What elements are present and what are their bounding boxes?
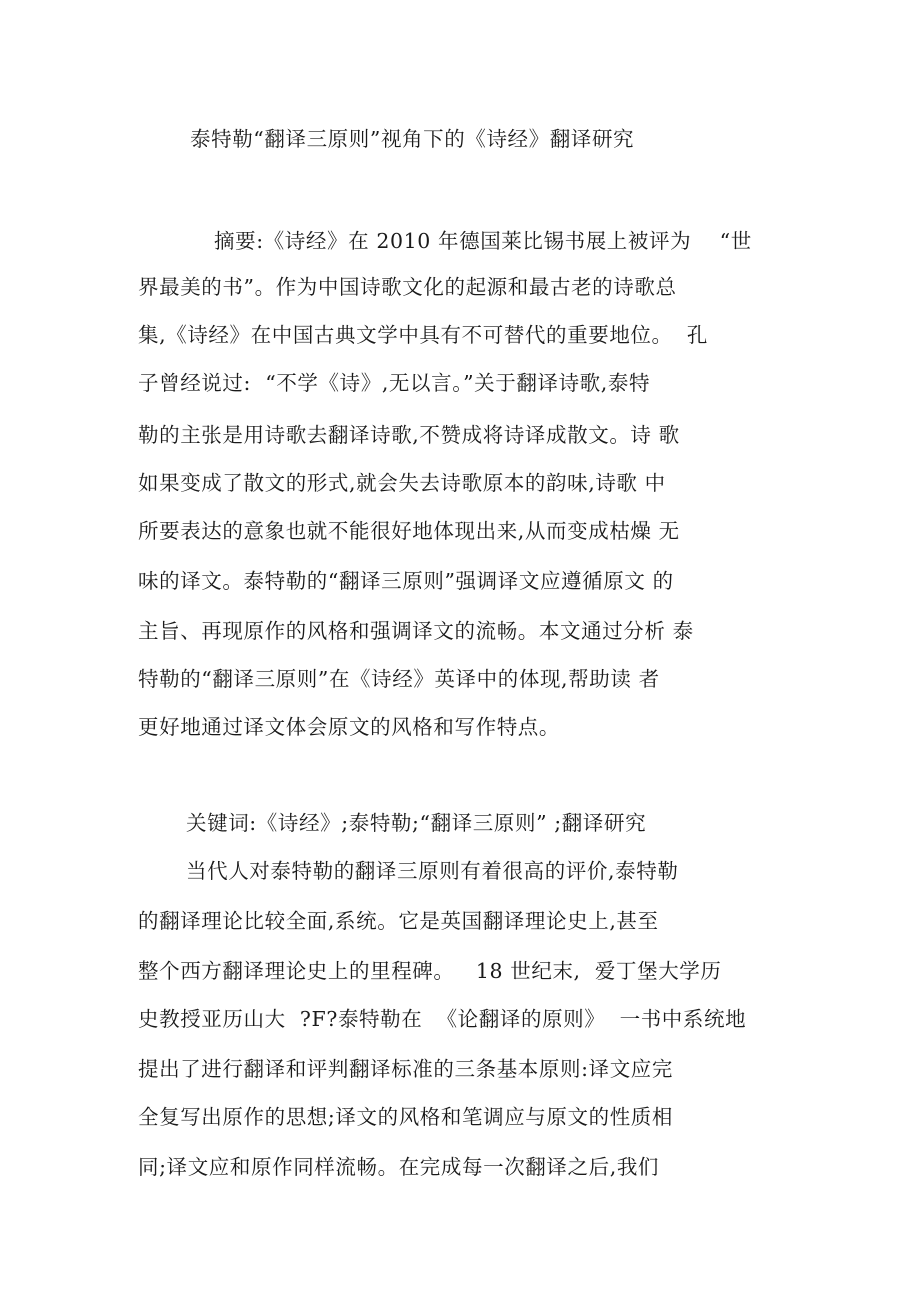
abstract-line: 摘要:《诗经》在 2010 年德国莱比锡书展上被评为 “世 — [214, 229, 752, 253]
body-line: 整个西方翻译理论史上的里程碑。 18 世纪末, 爱丁堡大学历 — [138, 959, 722, 983]
abstract-line: 更好地通过译文体会原文的风格和写作特点。 — [138, 715, 560, 739]
body-line: 的翻译理论比较全面,系统。它是英国翻译理论史上,甚至 — [138, 909, 659, 933]
abstract-line: 勒的主张是用诗歌去翻译诗歌,不赞成将诗译成散文。诗 歌 — [138, 423, 680, 447]
document-title: 泰特勒“翻译三原则”视角下的《诗经》翻译研究 — [190, 127, 635, 151]
abstract-line: 主旨、再现原作的风格和强调译文的流畅。本文通过分析 泰 — [138, 619, 694, 643]
abstract-line: 特勒的“翻译三原则”在《诗经》英译中的体现,帮助读 者 — [138, 667, 660, 691]
abstract-line: 如果变成了散文的形式,就会失去诗歌原本的韵味,诗歌 中 — [138, 471, 666, 495]
abstract-line: 集,《诗经》在中国古典文学中具有不可替代的重要地位。 孔 — [138, 323, 708, 347]
keywords-line: 关键词:《诗经》;泰特勒;“翻译三原则” ;翻译研究 — [186, 811, 647, 835]
abstract-line: 所要表达的意象也就不能很好地体现出来,从而变成枯燥 无 — [138, 519, 680, 543]
abstract-line: 界最美的书”。作为中国诗歌文化的起源和最古老的诗歌总 — [138, 275, 677, 299]
body-line: 史教授亚历山大 ?F?泰特勒在 《论翻译的原则》 一书中系统地 — [138, 1007, 747, 1031]
body-line: 全复写出原作的思想;译文的风格和笔调应与原文的性质相 — [138, 1105, 674, 1129]
body-line: 同;译文应和原作同样流畅。在完成每一次翻译之后,我们 — [138, 1155, 660, 1179]
abstract-line: 味的译文。泰特勒的“翻译三原则”强调译文应遵循原文 的 — [138, 569, 674, 593]
abstract-line: 子曾经说过: “不学《诗》,无以言。”关于翻译诗歌,泰特 — [138, 371, 651, 395]
body-line: 提出了进行翻译和评判翻译标准的三条基本原则:译文应完 — [138, 1057, 674, 1081]
body-line: 当代人对泰特勒的翻译三原则有着很高的评价,泰特勒 — [186, 859, 679, 883]
